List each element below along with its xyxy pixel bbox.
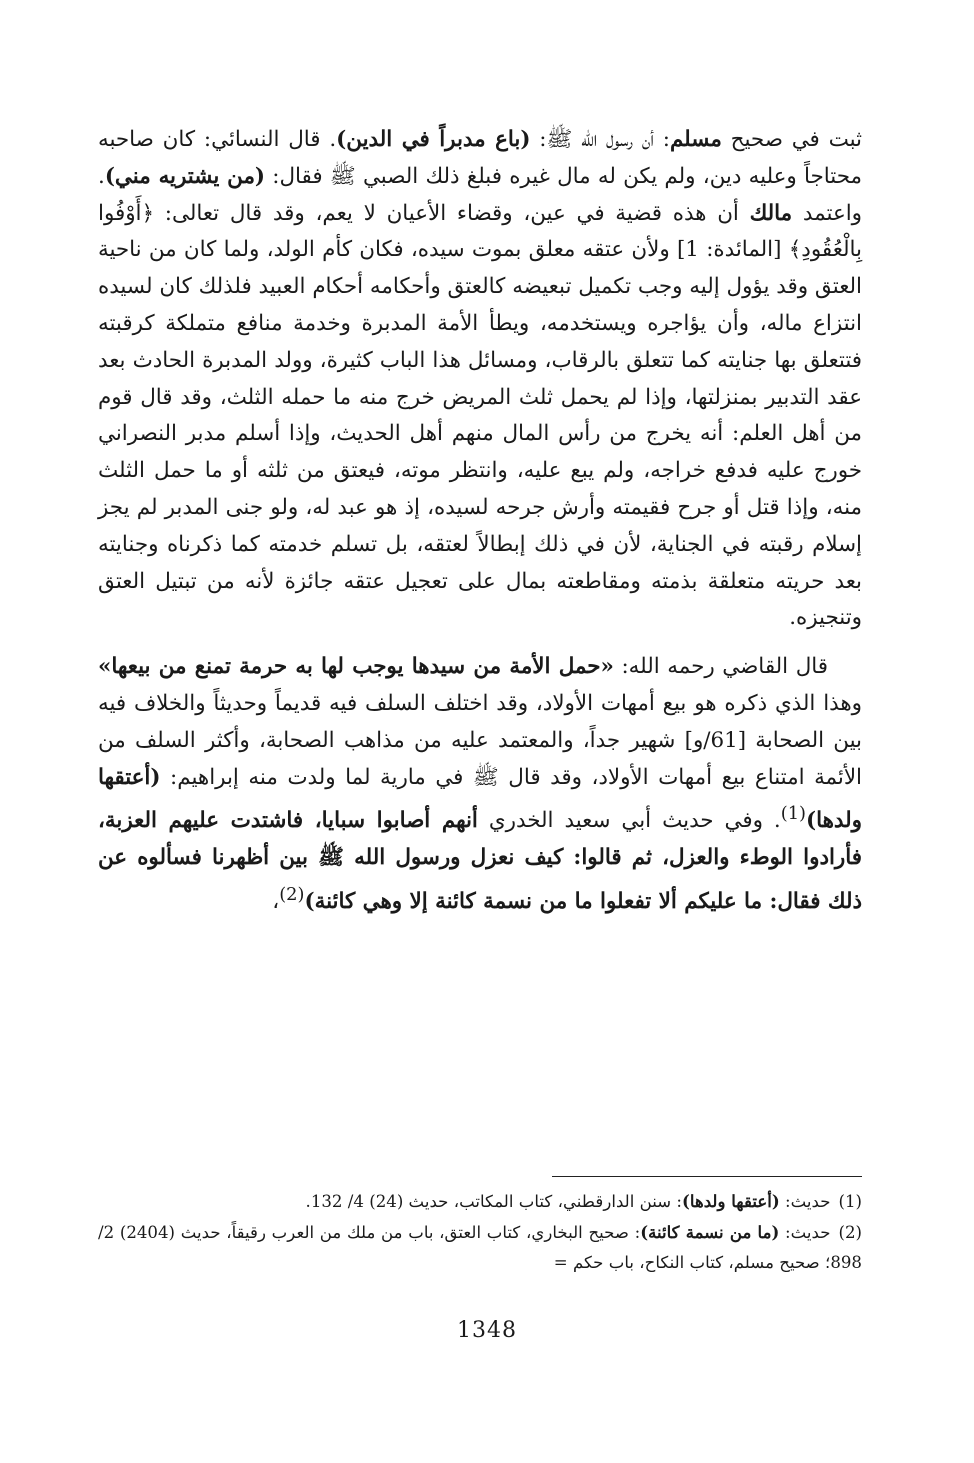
text-run: . واعتمد <box>98 163 862 226</box>
text-run: . قال النسائي: كان صاحبه محتاجاً وعليه دين، ولم يكن له مال غيره فبلغ ذلك الصبي ﷺ فقال: <box>98 127 862 189</box>
footnotes <box>98 1186 862 1278</box>
text-run: . وفي حديث أبي سعيد الخدري <box>477 808 781 834</box>
bold-run: (أعتقها ولدها) <box>682 1191 780 1211</box>
footnote-divider <box>552 1176 862 1177</box>
bold-run: (ما من نسمة كائنة) <box>640 1222 780 1242</box>
paragraph-2 <box>98 649 862 921</box>
footnote-1 <box>98 1186 862 1217</box>
main-text <box>98 122 862 921</box>
bold-run: (باع مدبراً في الدين) <box>336 127 531 152</box>
bold-run: مالك <box>749 200 793 226</box>
paragraph-1 <box>98 122 862 637</box>
text-run: : صحيح البخاري، كتاب العتق، باب من ملك من العرب رقيقاً، حديث (2404) 2/ 898؛ صحيح مسلم، كتاب النكاح، باب حكم = <box>98 1223 862 1272</box>
bold-run: أنهم أصابوا سبايا، فاشتدت عليهم العزبة، فأرادوا الوطء والعزل، ثم قالوا: كيف نعزل ورسول الله ﷺ بين أظهرنا فسألوه عن ذلك فقال: ما عليكم ألا تفعلوا ما من نسمة كائنة إلا وهي كائنة) <box>98 808 862 915</box>
text-run: : أن رسول الله ﷺ: <box>530 127 670 152</box>
text-run: وهذا الذي ذكره هو بيع أمهات الأولاد، وقد اختلف السلف فيه قديماً وحديثاً والخلاف فيه بين الصحابة [61/و] شهير جداً، والمعتمد عليه من مذاهب الصحابة، وأكثر السلف من الأئمة امتناع بيع أمهات الأولاد، وقد قال ﷺ في مارية لما ولدت منه إبراهيم: <box>98 690 862 790</box>
footnote-number: (2) <box>838 1223 863 1242</box>
bold-run: (أعتقها ولدها) <box>98 764 863 834</box>
bold-run: مسلم <box>669 127 722 152</box>
page-number: 1348 <box>457 1318 517 1343</box>
footnote-2 <box>98 1217 862 1278</box>
text-run: حديث: <box>779 1192 831 1211</box>
footnote-ref[interactable]: (2) <box>279 884 305 906</box>
text-run: ثبت في صحيح <box>721 127 862 152</box>
text-run: ، <box>272 889 280 915</box>
footnote-number: (1) <box>838 1192 862 1211</box>
bold-run: «حمل الأمة من سيدها يوجب لها به حرمة تمنع من بيعها» <box>98 654 614 680</box>
text-run: : سنن الدارقطني، كتاب المكاتب، حديث (24) 4/ 132. <box>305 1192 683 1211</box>
bold-run: (من يشتريه مني) <box>104 163 266 189</box>
text-run: قال القاضي رحمه الله: <box>613 654 828 680</box>
footnote-ref[interactable]: (1) <box>780 803 807 825</box>
text-run: حديث: <box>779 1223 831 1242</box>
text-run: أن هذه قضية في عين، وقضاء الأعيان لا يعم، وقد قال تعالى: ﴿أَوْفُوا بِالْعُقُودِ﴾ [المائدة: 1] ولأن عتقه معلق بموت سيده، فكان كأم الولد، ولما كان من ناحية العتق وقد يؤول إليه وجب تكميل تبعيضه كالعتق وأحكامه أحكام العبيد فلذلك كان لسيده انتزاع ماله، وأن يؤاجره ويستخدمه، ويطأ الأمة المدبرة وخدمة منافع متملكة كرقبته فتتعلق بها جنايته كما تتعلق بالرقاب، ومسائل هذا الباب كثيرة، وولد المدبرة الحادث بعد عقد التدبير بمنزلتها، وإذا لم يحمل ثلث المريض خرج منه ما حمله الثلث، وقد قال قوم من أهل العلم: أنه يخرج من رأس المال منهم أهل الحديث، وإذا أسلم مدبر النصراني خورج عليه فدفع خراجه، ولم يبع عليه، وانتظر موته، فيعتق من ثلثه أو ما حمل الثلث منه، وإذا قتل أو جرح فقيمته وأرش جرحه لسيده، إذ هو عبد له، ولو جنى المدبر لم يجز إسلام رقبته في الجناية، لأن في ذلك إبطالاً لعتقه، بل تسلم خدمته كما ذكرناه وجنايته بعد حريته متعلقة بذمته ومقاطعته بمال على تعجيل عتقه جائزة لأنه من تبتيل العتق وتنجيزه. <box>98 200 862 631</box>
